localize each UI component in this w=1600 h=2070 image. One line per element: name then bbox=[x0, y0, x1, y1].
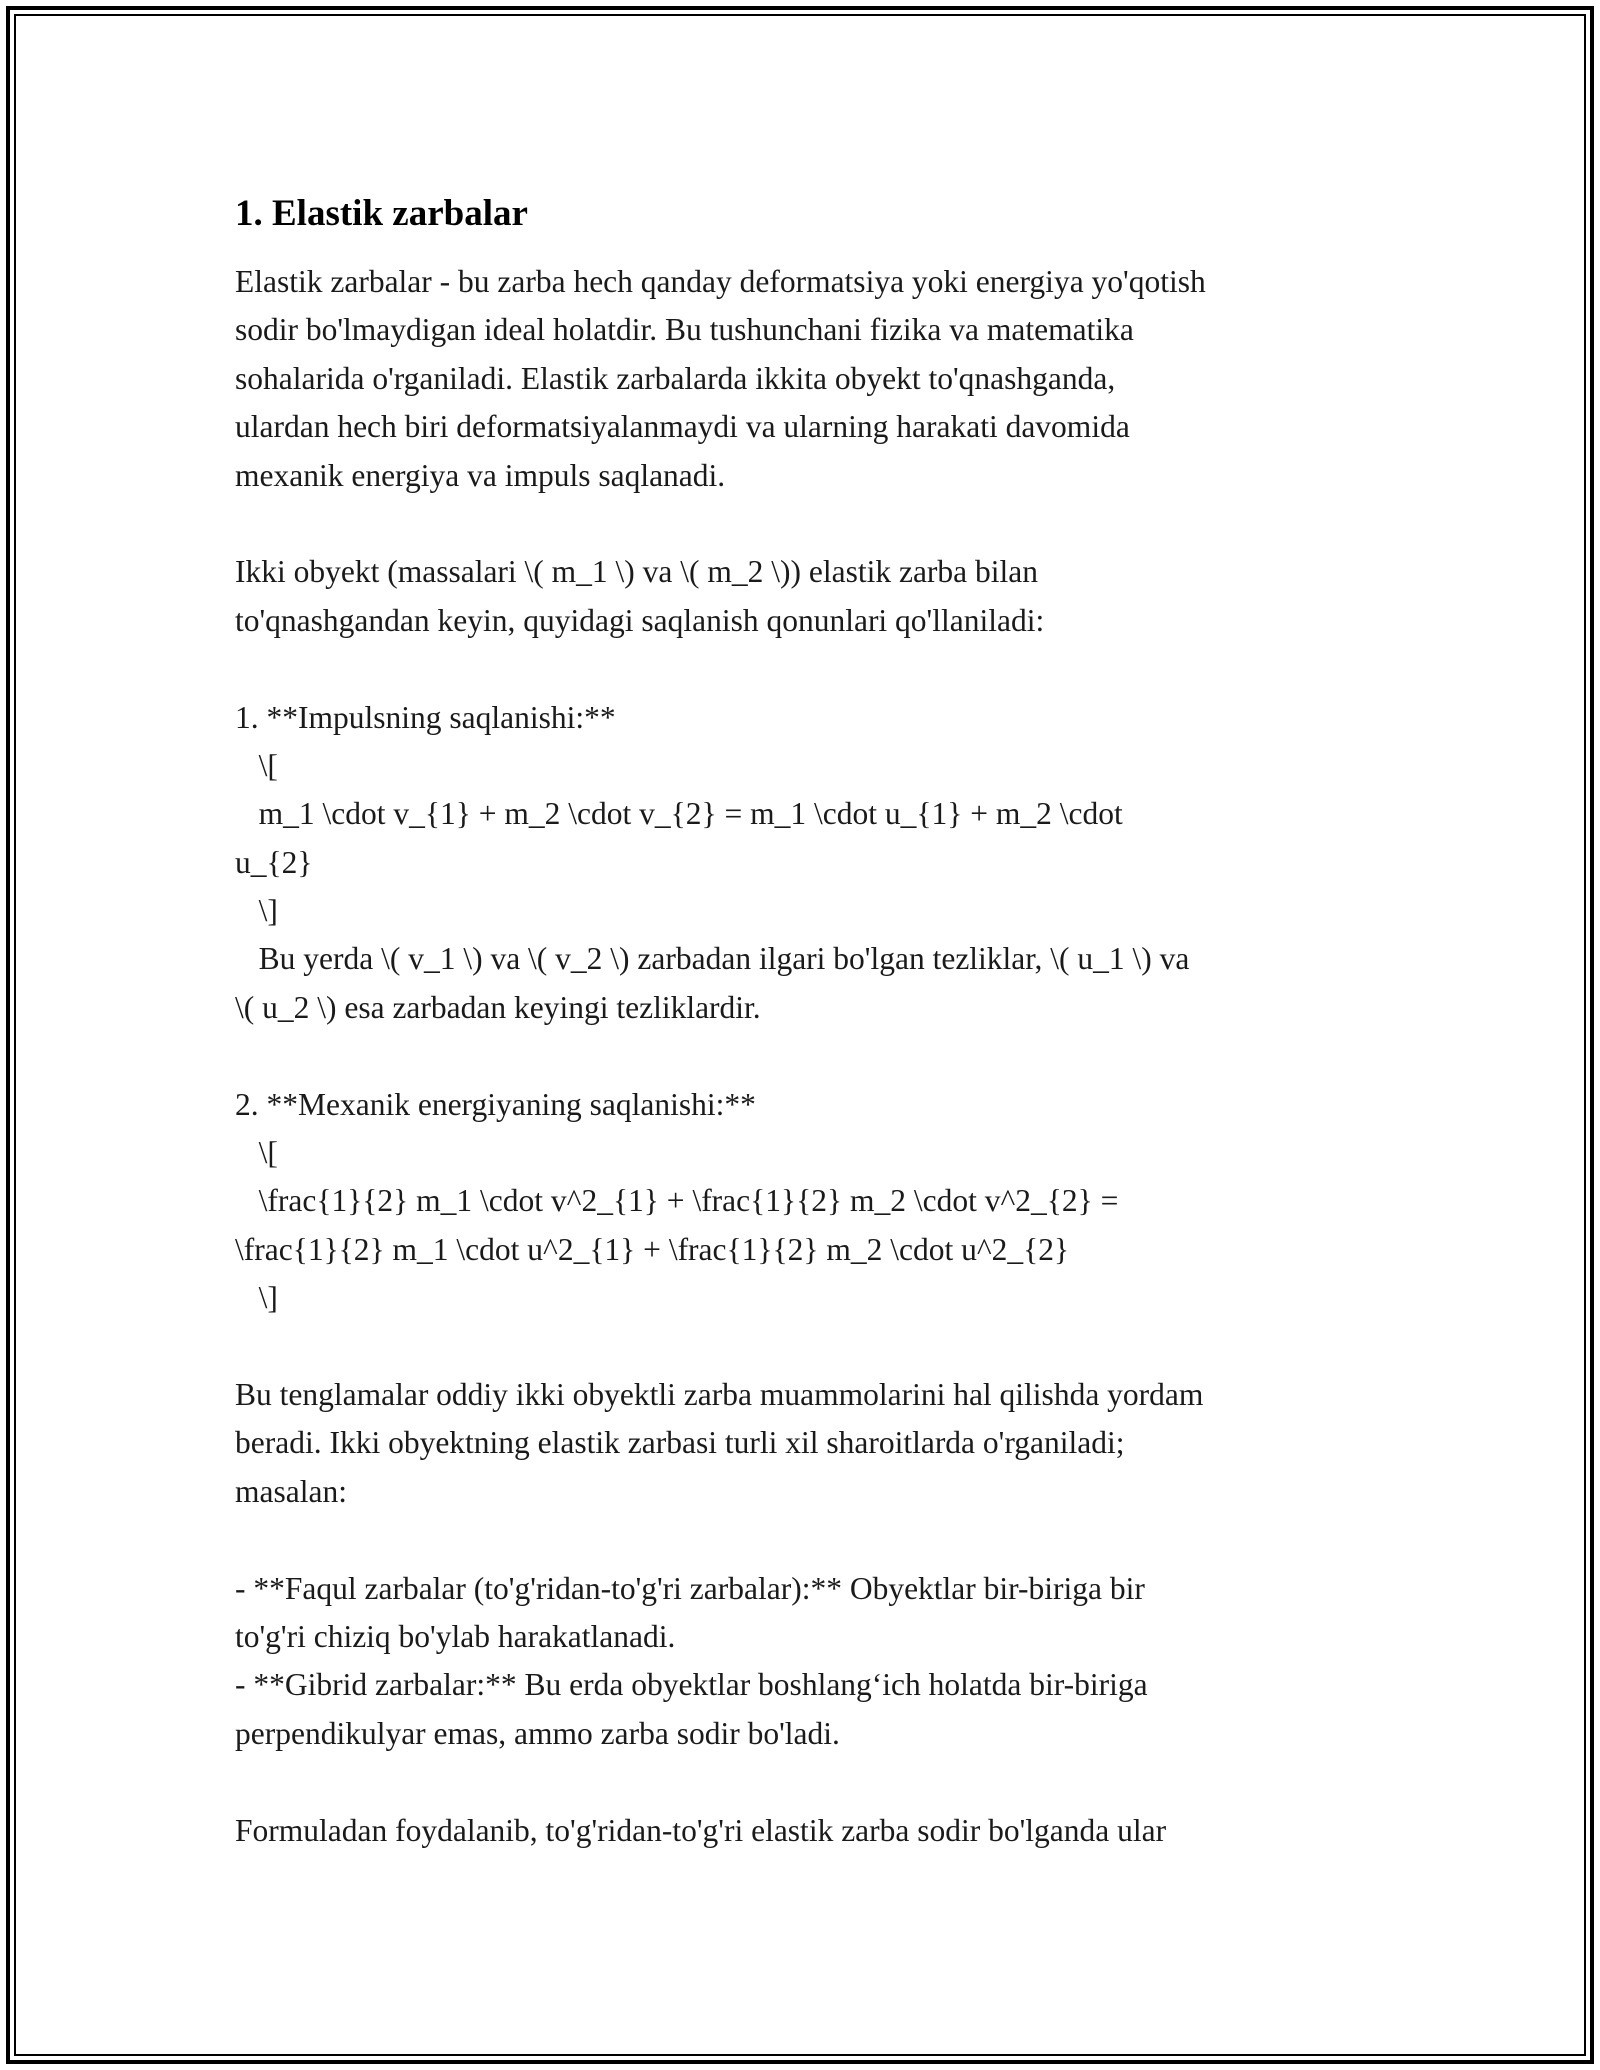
blank-line bbox=[235, 1516, 1375, 1564]
blank-line bbox=[235, 645, 1375, 693]
blank-line bbox=[235, 1323, 1375, 1371]
text-line: to'g'ri chiziq bo'ylab harakatlanadi. bbox=[235, 1618, 676, 1654]
text-line: \( u_2 \) esa zarbadan keyingi tezliklardir. bbox=[235, 989, 761, 1025]
text-line: - **Faqul zarbalar (to'g'ridan-to'g'ri zarbalar):** Obyektlar bir-biriga bir bbox=[235, 1570, 1145, 1606]
body-text bbox=[235, 258, 1375, 1855]
text-line: sodir bo'lmaydigan ideal holatdir. Bu tushunchani fizika va matematika bbox=[235, 312, 1134, 348]
text-line: Formuladan foydalanib, to'g'ridan-to'g'ri elastik zarba sodir bo'lganda ular bbox=[235, 1812, 1167, 1848]
blank-line bbox=[235, 500, 1375, 548]
text-line: \[ bbox=[235, 1135, 278, 1171]
text-line: perpendikulyar emas, ammo zarba sodir bo'ladi. bbox=[235, 1715, 840, 1751]
blank-line bbox=[235, 1758, 1375, 1806]
text-line: Bu tenglamalar oddiy ikki obyektli zarba muammolarini hal qilishda yordam bbox=[235, 1376, 1204, 1412]
text-line: 2. **Mexanik energiyaning saqlanishi:** bbox=[235, 1086, 756, 1122]
blank-line bbox=[235, 1032, 1375, 1080]
text-line: masalan: bbox=[235, 1473, 347, 1509]
text-line: \frac{1}{2} m_1 \cdot v^2_{1} + \frac{1}{2} m_2 \cdot v^2_{2} = bbox=[235, 1183, 1119, 1219]
text-line: \[ bbox=[235, 747, 278, 783]
text-line: Ikki obyekt (massalari \( m_1 \) va \( m_2 \)) elastik zarba bilan bbox=[235, 554, 1039, 590]
text-line: \] bbox=[235, 893, 278, 929]
text-line: m_1 \cdot v_{1} + m_2 \cdot v_{2} = m_1 \cdot u_{1} + m_2 \cdot bbox=[235, 796, 1123, 832]
text-line: sohalarida o'rganiladi. Elastik zarbalarda ikkita obyekt to'qnashganda, bbox=[235, 360, 1116, 396]
text-line: Bu yerda \( v_1 \) va \( v_2 \) zarbadan ilgari bo'lgan tezliklar, \( u_1 \) va bbox=[235, 941, 1190, 977]
text-line: mexanik energiya va impuls saqlanadi. bbox=[235, 457, 726, 493]
text-line: Elastik zarbalar - bu zarba hech qanday deformatsiya yoki energiya yo'qotish bbox=[235, 264, 1206, 299]
text-line: u_{2} bbox=[235, 844, 313, 880]
text-line: 1. **Impulsning saqlanishi:** bbox=[235, 699, 616, 735]
text-line: to'qnashgandan keyin, quyidagi saqlanish qonunlari qo'llaniladi: bbox=[235, 602, 1045, 638]
text-line: ulardan hech biri deformatsiyalanmaydi va ularning harakati davomida bbox=[235, 409, 1130, 445]
text-line: \] bbox=[235, 1280, 278, 1316]
text-line: - **Gibrid zarbalar:** Bu erda obyektlar boshlang‘ich holatda bir-biriga bbox=[235, 1667, 1148, 1703]
document-body bbox=[235, 188, 1375, 1855]
text-line: beradi. Ikki obyektning elastik zarbasi turli xil sharoitlarda o'rganiladi; bbox=[235, 1425, 1125, 1461]
section-heading: 1. Elastik zarbalar bbox=[235, 193, 528, 234]
text-line: \frac{1}{2} m_1 \cdot u^2_{1} + \frac{1}{2} m_2 \cdot u^2_{2} bbox=[235, 1231, 1070, 1267]
